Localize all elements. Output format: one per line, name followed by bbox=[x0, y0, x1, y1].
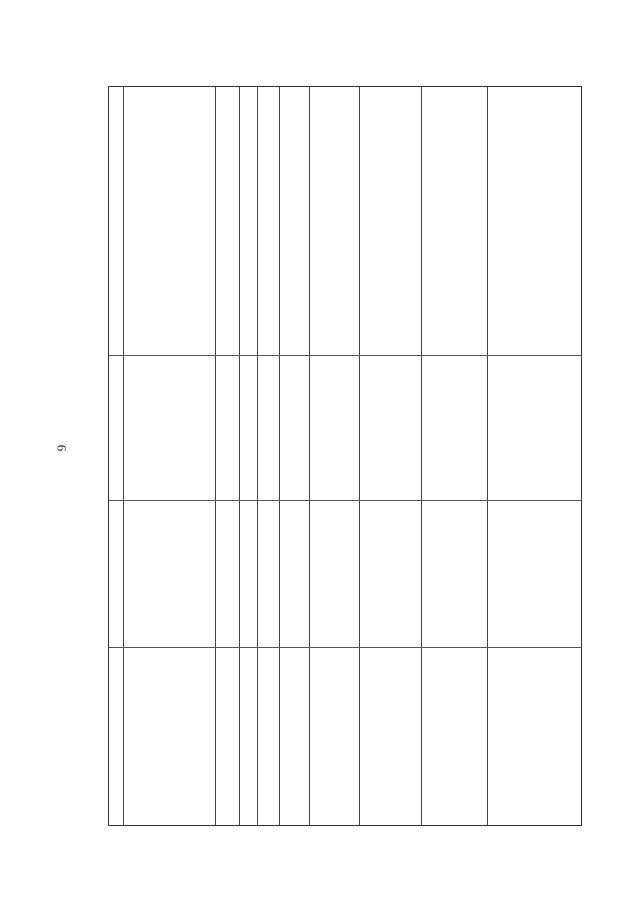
table-column-rule bbox=[123, 87, 124, 825]
table-column-rule bbox=[309, 87, 310, 825]
table-section-rule bbox=[109, 647, 581, 648]
page-number: 9 bbox=[54, 444, 69, 452]
table-column-rule bbox=[279, 87, 280, 825]
table-column-rule bbox=[421, 87, 422, 825]
budget-table bbox=[108, 86, 582, 826]
table-section-rule bbox=[109, 500, 581, 501]
table-column-rule bbox=[359, 87, 360, 825]
table-column-rule bbox=[487, 87, 488, 825]
table-column-rule bbox=[239, 87, 240, 825]
table-section-rule bbox=[109, 355, 581, 356]
table-column-rule bbox=[215, 87, 216, 825]
table-column-rule bbox=[257, 87, 258, 825]
